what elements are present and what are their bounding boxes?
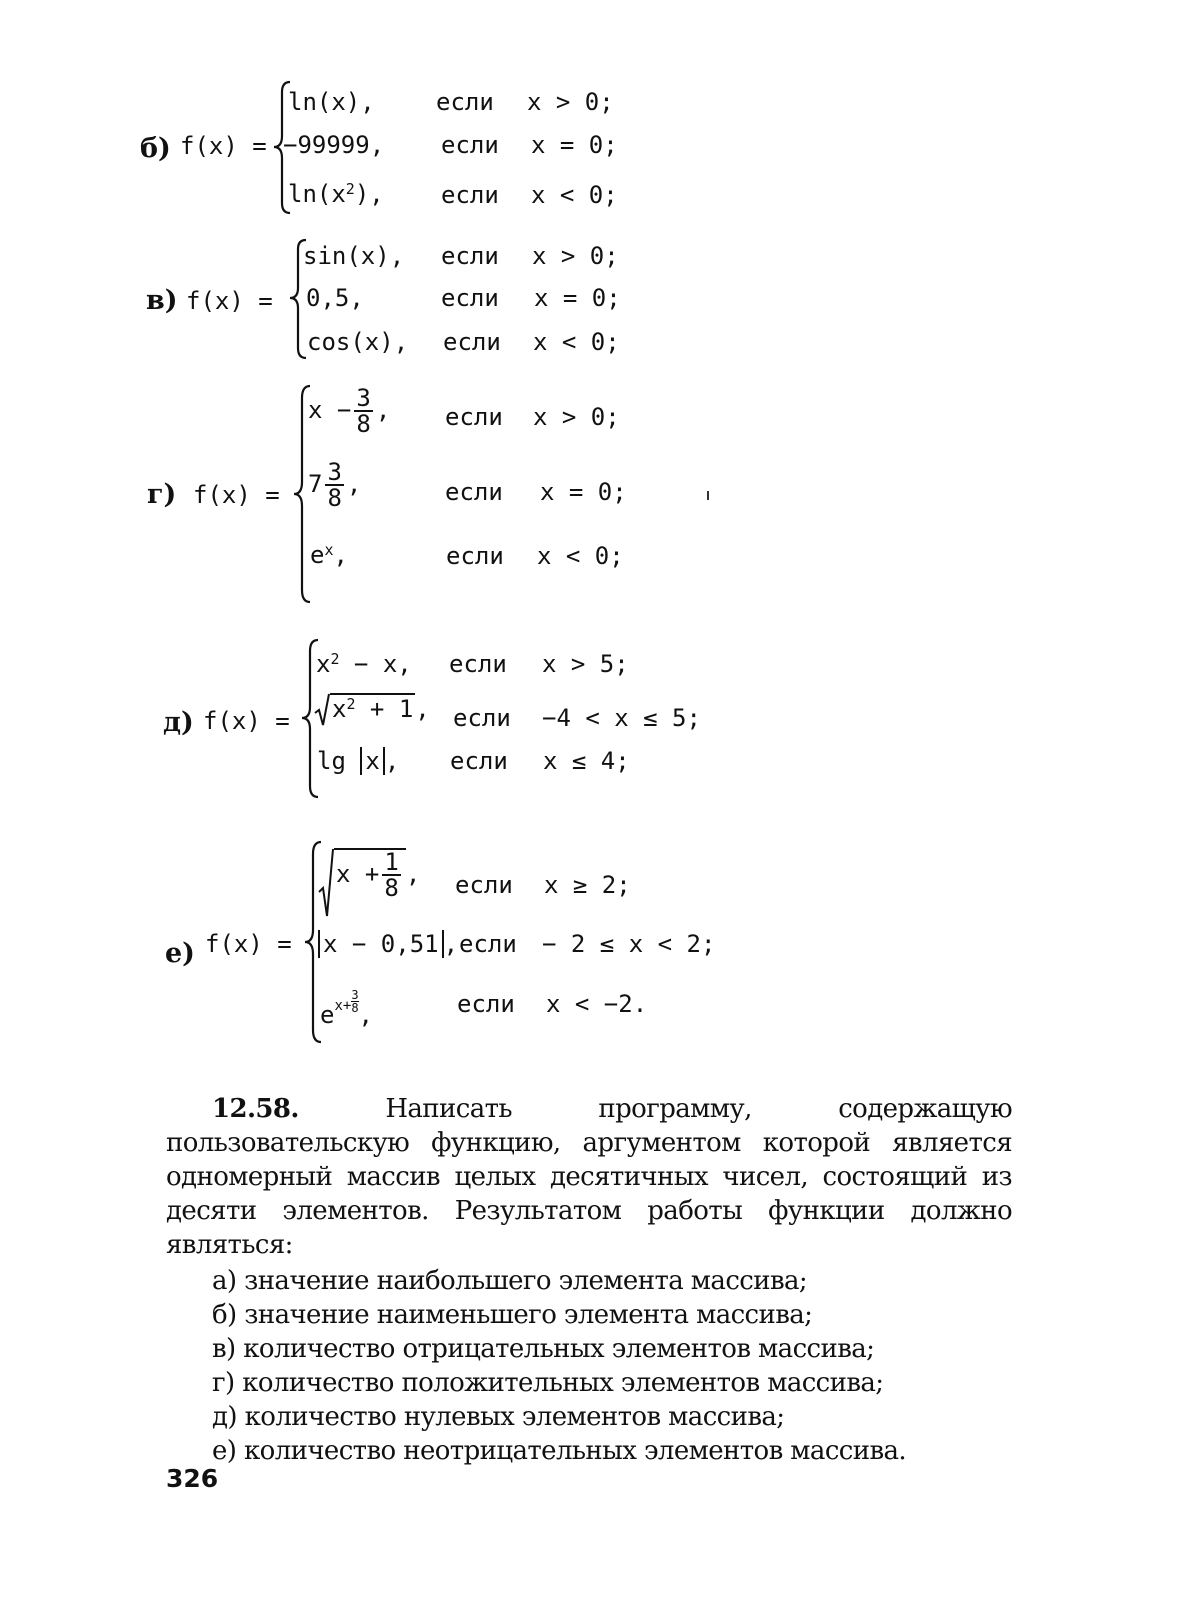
case-expression: $x^2 + 1$,: [314, 693, 430, 723]
task-items: [166, 1264, 1012, 1468]
function-lhs: f(x) =: [180, 132, 267, 160]
list-item: а) значение наибольшего элемента массива;: [212, 1266, 808, 1296]
case-expression: 0,5,: [306, 284, 364, 312]
case-condition: x = 0;: [540, 478, 627, 506]
case-condition: x > 0;: [532, 242, 619, 270]
case-condition: x < −2.: [546, 990, 648, 1018]
case-expression: sin(x),: [303, 242, 405, 270]
cond-word: если: [441, 131, 499, 159]
scan-speck: [707, 491, 709, 500]
case-expression: 7 $\frac{3}{8}$ ,: [308, 458, 362, 512]
case-expression: $\ln(x^2)$,: [288, 179, 384, 208]
cond-word: если: [449, 650, 507, 678]
case-condition: x = 0;: [534, 284, 621, 312]
case-expression: x − $\frac{3}{8}$ ,: [308, 384, 391, 438]
cond-word: если: [446, 542, 504, 570]
function-label: б): [140, 133, 171, 164]
case-condition: x > 0;: [533, 403, 620, 431]
case-expression: x − 0,51 ,: [318, 930, 458, 958]
list-item: в) количество отрицательных элементов массива;: [212, 1334, 875, 1364]
cond-word: если: [441, 284, 499, 312]
list-item: е) количество неотрицательных элементов массива.: [212, 1436, 907, 1466]
list-item: б) значение наименьшего элемента массива;: [212, 1300, 813, 1330]
case-expression: $x^2 - x$,: [316, 649, 412, 678]
case-condition: x < 0;: [533, 328, 620, 356]
square-root: $x^2 + 1$: [314, 693, 415, 723]
fraction: $\frac{3}{8}$: [356, 384, 371, 438]
function-lhs: f(x) =: [186, 287, 273, 315]
task-text: Написать программу, содержащую пользовательскую функцию, аргументом которой является одномерный массив целых десятичных чисел, состоящий из десяти элементов. Результатом работы функции должно являться:: [166, 1094, 1012, 1260]
cond-word: если: [445, 403, 503, 431]
function-label: в): [146, 285, 178, 316]
case-condition: x < 0;: [531, 181, 618, 209]
cond-word: если: [459, 930, 517, 958]
case-condition: − 2 ≤ x < 2;: [542, 930, 716, 958]
case-expression: lg x ,: [317, 747, 400, 775]
function-label: д): [163, 707, 194, 738]
case-condition: −4 < x ≤ 5;: [542, 704, 701, 732]
case-condition: x < 0;: [537, 542, 624, 570]
cond-word: если: [443, 328, 501, 356]
cond-word: если: [455, 871, 513, 899]
case-expression: cos(x),: [307, 328, 409, 356]
task-paragraph: [166, 1092, 1012, 1262]
function-label: г): [147, 479, 177, 510]
cond-word: если: [436, 88, 494, 116]
cond-word: если: [441, 242, 499, 270]
case-expression: x + $\frac{1}{8}$ ,: [318, 848, 420, 900]
cond-word: если: [453, 704, 511, 732]
fraction: $\frac{3}{8}$: [327, 458, 342, 512]
cond-word: если: [441, 181, 499, 209]
task-12-58: [166, 1092, 1012, 1468]
fraction: $\frac{1}{8}$: [384, 848, 399, 902]
case-expression: ln(x),: [288, 88, 375, 116]
case-expression: −99999,: [283, 131, 385, 159]
cond-word: если: [450, 747, 508, 775]
case-expression: $e^{x+}$ $\frac{3}{8}$,: [320, 988, 373, 1029]
list-item: г) количество положительных элементов массива;: [212, 1368, 884, 1398]
function-lhs: f(x) =: [193, 481, 280, 509]
function-label: е): [165, 938, 195, 969]
case-condition: x ≥ 2;: [544, 871, 631, 899]
function-lhs: f(x) =: [205, 930, 292, 958]
fraction: $\frac{3}{8}$: [351, 988, 359, 1015]
case-condition: x > 5;: [542, 650, 629, 678]
case-condition: x ≤ 4;: [543, 747, 630, 775]
page-number: 326: [166, 1464, 219, 1493]
case-condition: x > 0;: [527, 88, 614, 116]
case-condition: x = 0;: [531, 131, 618, 159]
task-number: 12.58.: [212, 1094, 299, 1124]
cond-word: если: [445, 478, 503, 506]
cond-word: если: [457, 990, 515, 1018]
function-lhs: f(x) =: [203, 707, 290, 735]
square-root: x + $\frac{1}{8}$: [318, 848, 406, 900]
case-expression: $e^x$,: [310, 540, 348, 569]
list-item: д) количество нулевых элементов массива;: [212, 1402, 785, 1432]
